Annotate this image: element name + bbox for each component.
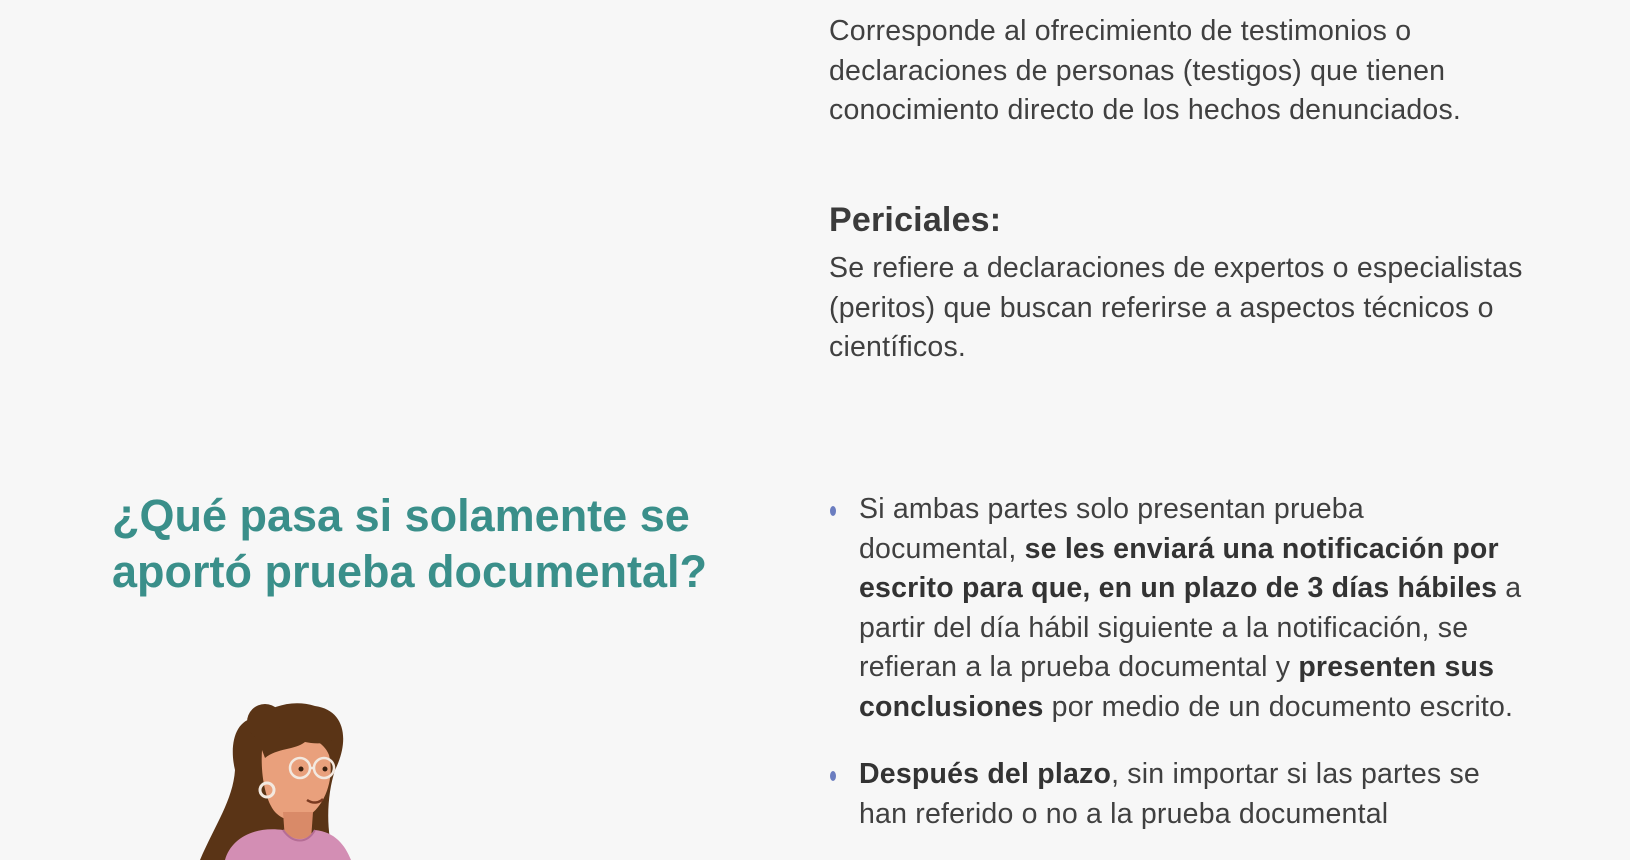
pericial-section xyxy=(829,197,1529,368)
answer-bullet-list xyxy=(829,490,1529,860)
testimonial-description: Corresponde al ofrecimiento de testimonios o declaraciones de personas (testigos) que tienen conocimiento directo de los hechos denunciados. xyxy=(829,15,1462,126)
bullet-bold-text: presenten sus conclusiones xyxy=(859,651,1495,723)
bullet-icon xyxy=(830,771,836,781)
bullet-text: por medio de un documento escrito. xyxy=(1043,690,1514,723)
bullet-text: Si ambas partes solo presentan prueba documental, xyxy=(859,493,1364,565)
bullet-text: , sin importar si las partes se han referido o no a la prueba documental xyxy=(859,758,1480,830)
list-item xyxy=(829,755,1529,834)
list-item xyxy=(829,490,1529,727)
pericial-heading: Periciales: xyxy=(829,201,1002,239)
woman-with-glasses-illustration xyxy=(195,700,375,860)
question-heading: ¿Qué pasa si solamente se aportó prueba documental? xyxy=(112,490,708,597)
bullet-text: a partir del día hábil siguiente a la notificación, se refieran a la prueba documental y xyxy=(859,572,1522,683)
testimonial-section xyxy=(829,12,1529,131)
bullet-bold-text: se les enviará una notificación por escrito para que, en un plazo de 3 días hábiles xyxy=(859,532,1499,604)
bullet-icon xyxy=(830,506,836,516)
pericial-description: Se refiere a declaraciones de expertos o especialistas (peritos) que buscan referirse a aspectos técnicos o científicos. xyxy=(829,252,1523,363)
bullet-bold-text: Después del plazo xyxy=(859,758,1112,790)
